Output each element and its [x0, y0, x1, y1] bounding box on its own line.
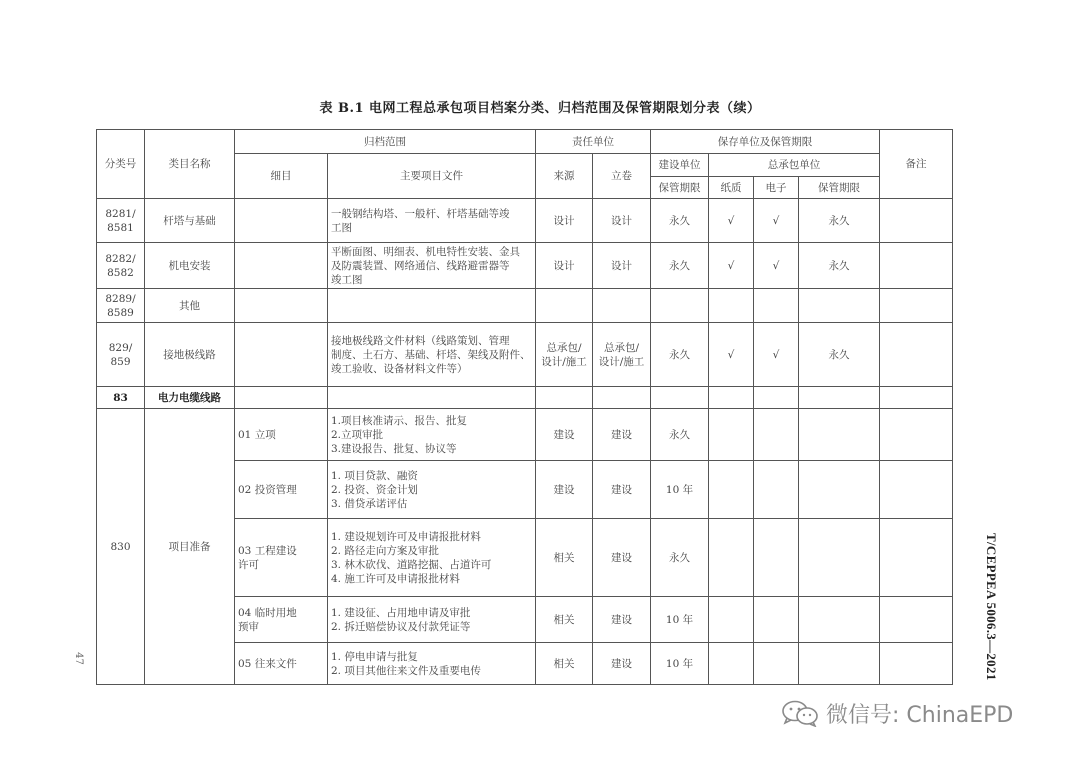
- electronic-cell: √: [754, 199, 799, 243]
- contractor-period-cell: 永久: [799, 243, 880, 289]
- detail-cell: [235, 199, 328, 243]
- paper-cell: [709, 409, 754, 461]
- table-row: [97, 199, 953, 243]
- code-cell: 8281/ 8581: [97, 199, 145, 243]
- files-cell: 接地极线路文件材料（线路策划、管理 制度、土石方、基础、杆塔、架线及附件、 竣工验收、设备材料文件等）: [328, 323, 536, 387]
- watermark-text: 微信号: ChinaEPD: [826, 702, 1014, 728]
- empty-cell: [328, 387, 536, 409]
- electronic-cell: [754, 643, 799, 685]
- name-cell: 其他: [145, 289, 235, 323]
- source-cell: 相关: [536, 597, 593, 643]
- empty-cell: [593, 387, 651, 409]
- files-cell: 1. 建设征、占用地申请及审批 2. 拆迁赔偿协议及付款凭证等: [328, 597, 536, 643]
- table-row: [97, 243, 953, 289]
- contractor-period-cell: [799, 461, 880, 519]
- group-code: 830: [97, 409, 145, 685]
- header-period: 保管期限: [651, 177, 709, 199]
- filing-cell: 建设: [593, 461, 651, 519]
- contractor-period-cell: 永久: [799, 199, 880, 243]
- filing-cell: 建设: [593, 519, 651, 597]
- page-number: 47: [72, 652, 84, 665]
- archive-table: [96, 129, 953, 685]
- detail-cell: 04 临时用地 预审: [235, 597, 328, 643]
- files-cell: 1. 停电申请与批复 2. 项目其他往来文件及重要电传: [328, 643, 536, 685]
- table-row: [97, 289, 953, 323]
- header-source: 来源: [536, 154, 593, 199]
- electronic-cell: [754, 597, 799, 643]
- paper-cell: √: [709, 323, 754, 387]
- source-cell: 总承包/ 设计/施工: [536, 323, 593, 387]
- remarks-cell: [880, 199, 953, 243]
- name-cell: 接地极线路: [145, 323, 235, 387]
- header-row-1: [97, 130, 953, 154]
- paper-cell: [709, 289, 754, 323]
- contractor-period-cell: [799, 643, 880, 685]
- empty-cell: [651, 387, 709, 409]
- remarks-cell: [880, 643, 953, 685]
- code-cell: 8282/ 8582: [97, 243, 145, 289]
- remarks-cell: [880, 323, 953, 387]
- filing-cell: 建设: [593, 597, 651, 643]
- contractor-period-cell: 永久: [799, 323, 880, 387]
- source-cell: 设计: [536, 199, 593, 243]
- detail-cell: 01 立项: [235, 409, 328, 461]
- watermark: [780, 697, 1013, 729]
- empty-cell: [709, 387, 754, 409]
- owner-period-cell: 永久: [651, 243, 709, 289]
- name-cell: 机电安装: [145, 243, 235, 289]
- owner-period-cell: 永久: [651, 519, 709, 597]
- detail-cell: [235, 289, 328, 323]
- header-filing: 立卷: [593, 154, 651, 199]
- electronic-cell: [754, 519, 799, 597]
- header-period2: 保管期限: [799, 177, 880, 199]
- contractor-period-cell: [799, 597, 880, 643]
- filing-cell: 建设: [593, 409, 651, 461]
- filing-cell: 设计: [593, 243, 651, 289]
- electronic-cell: √: [754, 323, 799, 387]
- files-cell: 1. 建设规划许可及申请报批材料 2. 路径走向方案及审批 3. 林木砍伐、道路挖掘、占道许可 4. 施工许可及申请报批材料: [328, 519, 536, 597]
- header-owner-unit: 建设单位: [651, 154, 709, 177]
- filing-cell: [593, 289, 651, 323]
- table-title: 表 B.1 电网工程总承包项目档案分类、归档范围及保管期限划分表（续）: [319, 101, 761, 116]
- source-cell: 建设: [536, 409, 593, 461]
- paper-cell: [709, 461, 754, 519]
- owner-period-cell: 10 年: [651, 643, 709, 685]
- filing-cell: 总承包/ 设计/施工: [593, 323, 651, 387]
- header-paper: 纸质: [709, 177, 754, 199]
- electronic-cell: [754, 289, 799, 323]
- files-cell: [328, 289, 536, 323]
- table-row: [97, 323, 953, 387]
- header-electronic: 电子: [754, 177, 799, 199]
- header-contractor-unit: 总承包单位: [709, 154, 880, 177]
- remarks-cell: [880, 243, 953, 289]
- source-cell: 相关: [536, 519, 593, 597]
- owner-period-cell: 永久: [651, 199, 709, 243]
- section-name: 电力电缆线路: [145, 387, 235, 409]
- section-row: [97, 387, 953, 409]
- table-row: [97, 409, 953, 461]
- empty-cell: [754, 387, 799, 409]
- detail-cell: 02 投资管理: [235, 461, 328, 519]
- header-remarks: 备注: [880, 130, 953, 199]
- empty-cell: [536, 387, 593, 409]
- remarks-cell: [880, 409, 953, 461]
- wechat-icon: [780, 699, 820, 727]
- header-files: 主要项目文件: [328, 154, 536, 199]
- group-name: 项目准备: [145, 409, 235, 685]
- owner-period-cell: 永久: [651, 409, 709, 461]
- electronic-cell: [754, 461, 799, 519]
- remarks-cell: [880, 519, 953, 597]
- files-cell: 1.项目核准请示、报告、批复 2.立项审批 3.建设报告、批复、协议等: [328, 409, 536, 461]
- empty-cell: [799, 387, 880, 409]
- header-retention: 保存单位及保管期限: [651, 130, 880, 154]
- detail-cell: [235, 243, 328, 289]
- header-scope: 归档范围: [235, 130, 536, 154]
- section-code: 83: [97, 387, 145, 409]
- filing-cell: 建设: [593, 643, 651, 685]
- name-cell: 杆塔与基础: [145, 199, 235, 243]
- header-code: 分类号: [97, 130, 145, 199]
- contractor-period-cell: [799, 409, 880, 461]
- source-cell: 设计: [536, 243, 593, 289]
- files-cell: 1. 项目贷款、融资 2. 投资、资金计划 3. 借贷承诺评估: [328, 461, 536, 519]
- detail-cell: [235, 323, 328, 387]
- owner-period-cell: 10 年: [651, 461, 709, 519]
- paper-cell: [709, 643, 754, 685]
- empty-cell: [235, 387, 328, 409]
- electronic-cell: [754, 409, 799, 461]
- detail-cell: 05 往来文件: [235, 643, 328, 685]
- paper-cell: √: [709, 199, 754, 243]
- remarks-cell: [880, 289, 953, 323]
- empty-cell: [880, 387, 953, 409]
- files-cell: 平断面图、明细表、机电特性安装、金具 及防震装置、网络通信、线路避雷器等 竣工图: [328, 243, 536, 289]
- standard-code: T/CEPPEA 5006.3—2021: [984, 533, 999, 681]
- owner-period-cell: 永久: [651, 323, 709, 387]
- contractor-period-cell: [799, 519, 880, 597]
- source-cell: 建设: [536, 461, 593, 519]
- owner-period-cell: 10 年: [651, 597, 709, 643]
- header-responsibility: 责任单位: [536, 130, 651, 154]
- contractor-period-cell: [799, 289, 880, 323]
- header-detail: 细目: [235, 154, 328, 199]
- owner-period-cell: [651, 289, 709, 323]
- source-cell: [536, 289, 593, 323]
- code-cell: 8289/ 8589: [97, 289, 145, 323]
- code-cell: 829/ 859: [97, 323, 145, 387]
- header-name: 类目名称: [145, 130, 235, 199]
- paper-cell: [709, 597, 754, 643]
- paper-cell: [709, 519, 754, 597]
- detail-cell: 03 工程建设 许可: [235, 519, 328, 597]
- filing-cell: 设计: [593, 199, 651, 243]
- source-cell: 相关: [536, 643, 593, 685]
- files-cell: 一般钢结构塔、一般杆、杆塔基础等竣 工图: [328, 199, 536, 243]
- remarks-cell: [880, 461, 953, 519]
- paper-cell: √: [709, 243, 754, 289]
- remarks-cell: [880, 597, 953, 643]
- electronic-cell: √: [754, 243, 799, 289]
